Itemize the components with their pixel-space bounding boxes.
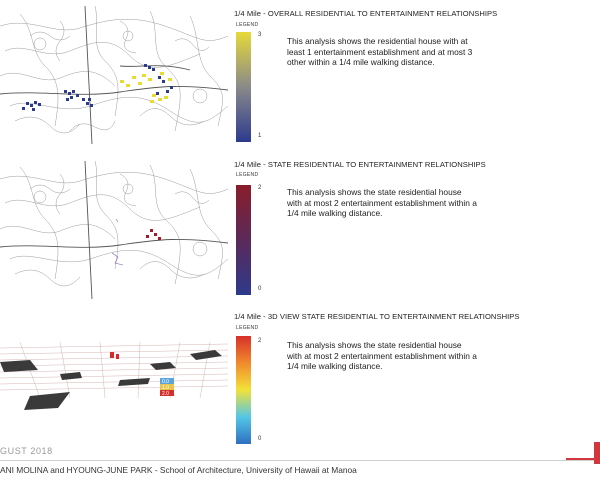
map-legend-value-1: 1.0 [162,385,169,391]
footer-divider [0,460,596,461]
analysis-panel-overall [0,0,600,150]
analysis-panel-3d [0,308,600,448]
map-legend-value-2: 2.0 [162,391,169,397]
state-map [0,161,228,299]
3d-map [0,338,228,422]
analysis-panel-state [0,155,600,305]
footer-date: GUST 2018 [0,446,53,456]
legend-gradient [236,185,251,295]
panel-description: This analysis shows the state residential house with at most 2 entertainment establishment within a 1/4 mile walking distance. [287,187,477,219]
map-legend-value-0: 0.0 [162,379,169,385]
legend-label: LEGEND [236,22,259,28]
legend-min-value: 1 [258,133,262,139]
legend-max-value: 3 [258,32,262,38]
accent-line [566,458,594,460]
page-tab [594,442,600,464]
legend-label: LEGEND [236,325,259,331]
legend-label: LEGEND [236,172,259,178]
legend-min-value: 0 [258,286,262,292]
legend-max-value: 2 [258,185,262,191]
panel-title: 1/4 Mile - 3D VIEW STATE RESIDENTIAL TO ENTERTAINMENT RELATIONSHIPS [234,312,520,321]
panel-title: 1/4 Mile - OVERALL RESIDENTIAL TO ENTERTAINMENT RELATIONSHIPS [234,9,498,18]
legend-gradient [236,336,251,444]
legend-gradient [236,32,251,142]
panel-description: This analysis shows the residential house with at least 1 entertainment establishment and at most 3 other within a 1/4 mile walking distance. [287,36,473,68]
footer-credit: ANI MOLINA and HYOUNG-JUNE PARK - School of Architecture, University of Hawaii at Manoa [0,465,357,475]
panel-title: 1/4 Mile - STATE RESIDENTIAL TO ENTERTAINMENT RELATIONSHIPS [234,160,486,169]
legend-min-value: 0 [258,436,262,442]
map-inline-legend [160,378,174,397]
legend-max-value: 2 [258,338,262,344]
panel-description: This analysis shows the state residential house with at most 2 entertainment establishment within a 1/4 mile walking distance. [287,340,477,372]
overall-map [0,6,228,144]
